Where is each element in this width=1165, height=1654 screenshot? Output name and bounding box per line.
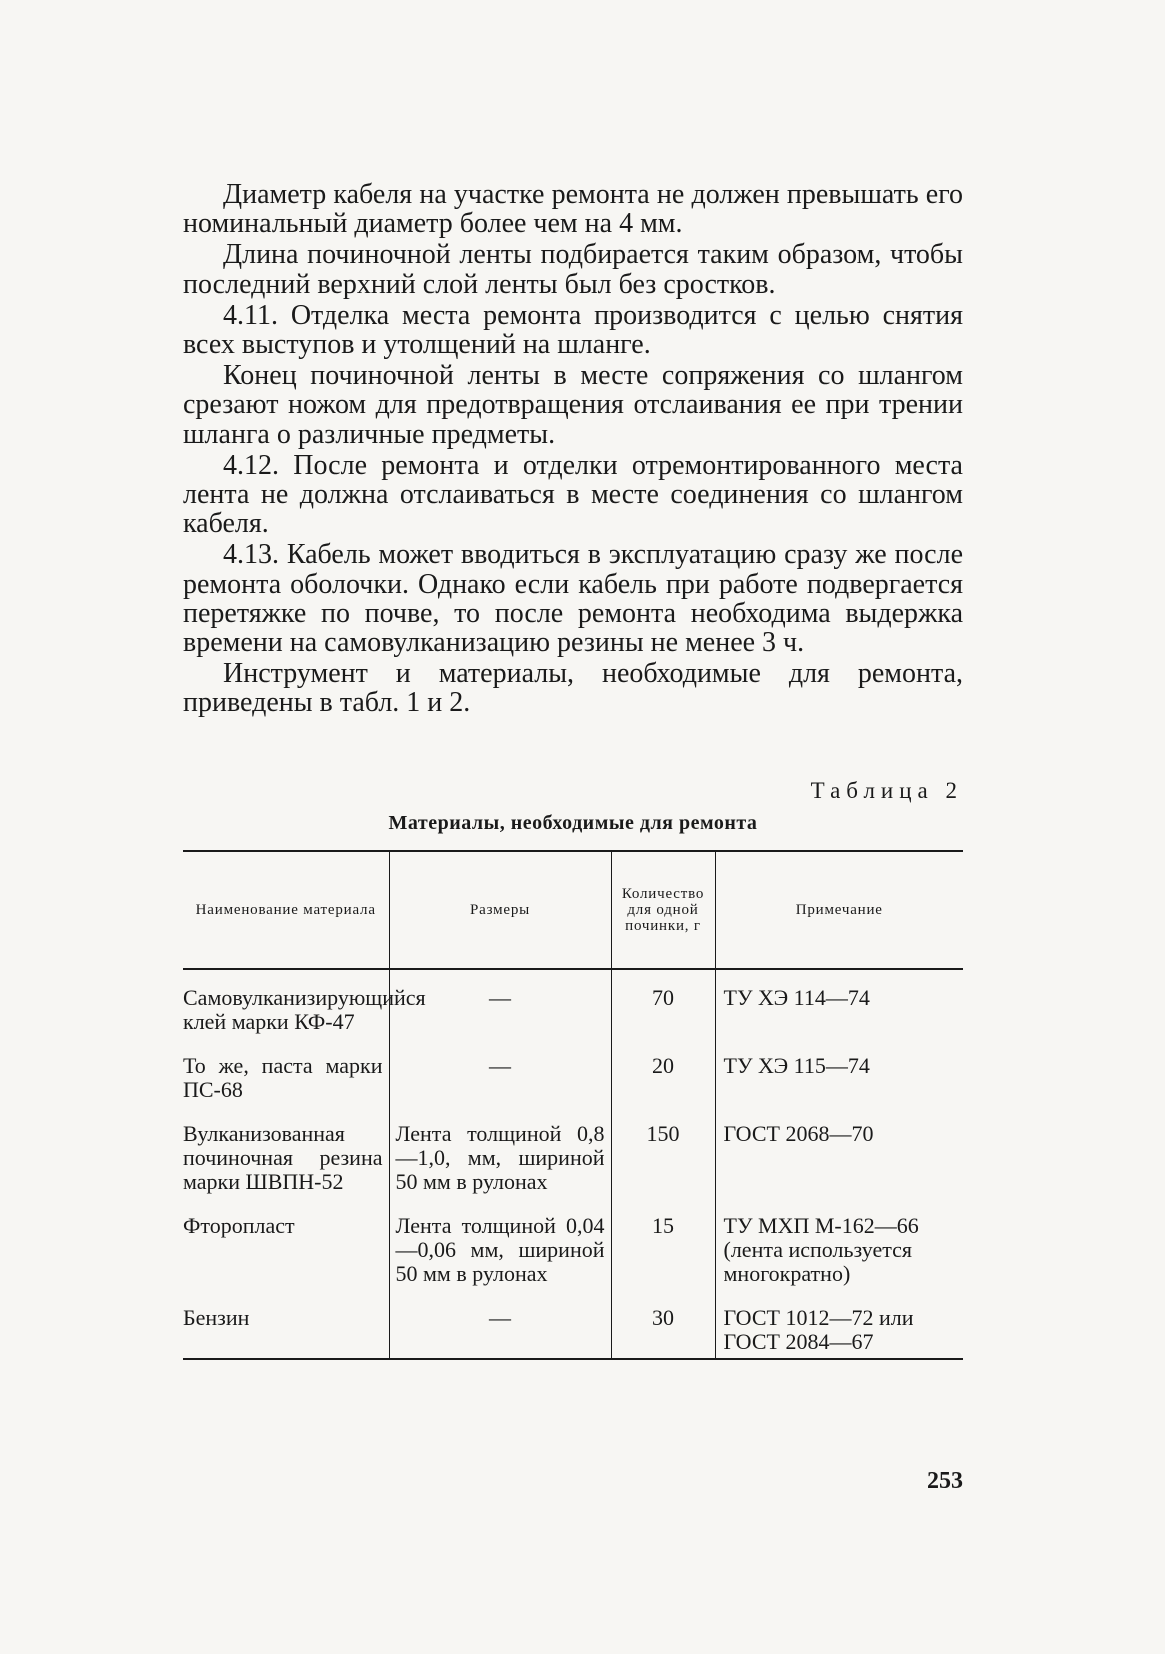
material-note: ТУ ХЭ 115—74: [715, 1038, 963, 1106]
header-cell: Наименование материала: [195, 902, 376, 918]
material-quantity: 150: [611, 1106, 715, 1198]
material-quantity: 30: [611, 1290, 715, 1359]
header-cell: Размеры: [389, 851, 611, 969]
material-size: —: [389, 969, 611, 1038]
material-size: Лента толщиной 0,04—0,06 мм, шириной 50 мм в рулонах: [389, 1198, 611, 1290]
table-row: [183, 1106, 963, 1198]
material-name: Вулканизованная починочная резина марки ШВПН-52: [183, 1121, 383, 1194]
table-row: [183, 1198, 963, 1290]
paragraph: 4.13. Кабель может вводиться в эксплуатацию сразу же после ремонта оболочки. Однако если кабель при работе подвергается перетяжке по почве, то после ремонта необходима выдержка времени на самовулканизацию резины не менее 3 ч.: [183, 539, 963, 659]
material-note: ТУ ХЭ 114—74: [715, 969, 963, 1038]
material-size: —: [389, 1290, 611, 1359]
table-title: Материалы, необходимые для ремонта: [388, 812, 758, 834]
header-cell: Примечание: [715, 851, 963, 969]
page-number: 253: [927, 1468, 963, 1494]
table-row: [183, 969, 963, 1038]
material-note: ГОСТ 2068—70: [715, 1106, 963, 1198]
paragraph: 4.11. Отделка места ремонта производится с целью снятия всех выступов и утолщений на шланге.: [183, 299, 963, 361]
material-name: Фторопласт: [183, 1213, 295, 1238]
paragraph: Диаметр кабеля на участке ремонта не должен превышать его номинальный диаметр более чем на 4 мм.: [183, 179, 963, 240]
material-note: ТУ МХП М-162—66 (лента используется многократно): [715, 1198, 963, 1290]
material-quantity: 20: [611, 1038, 715, 1106]
table-header-row: [183, 851, 963, 969]
material-quantity: 70: [611, 969, 715, 1038]
paragraph: Длина починочной ленты подбирается таким образом, чтобы последний верхний слой ленты был без сростков.: [183, 239, 963, 300]
paragraph: Конец починочной ленты в месте сопряжения со шлангом срезают ножом для предотвращения отслаивания ее при трении шланга о различные предметы.: [183, 360, 963, 450]
material-size: Лента толщиной 0,8—1,0, мм, шириной 50 мм в рулонах: [389, 1106, 611, 1198]
materials-table: [183, 850, 963, 1360]
paragraph: Инструмент и материалы, необходимые для ремонта, приведены в табл. 1 и 2.: [183, 658, 963, 719]
material-name: Бензин: [183, 1305, 250, 1330]
paragraph: 4.12. После ремонта и отделки отремонтированного места лента не должна отслаиваться в месте соединения со шлангом кабеля.: [183, 449, 963, 540]
table-row: [183, 1290, 963, 1359]
material-quantity: 15: [611, 1198, 715, 1290]
table-caption: Таблица 2: [810, 778, 963, 803]
table-row: [183, 1038, 963, 1106]
material-name: То же, паста марки ПС-68: [183, 1053, 383, 1102]
material-name: Самовулканизирующийся клей марки КФ-47: [183, 985, 426, 1034]
header-cell: Количество для одной починки, г: [611, 851, 715, 969]
material-note: ГОСТ 1012—72 или ГОСТ 2084—67: [715, 1290, 963, 1359]
body-text: [183, 180, 963, 720]
material-size: —: [389, 1038, 611, 1106]
